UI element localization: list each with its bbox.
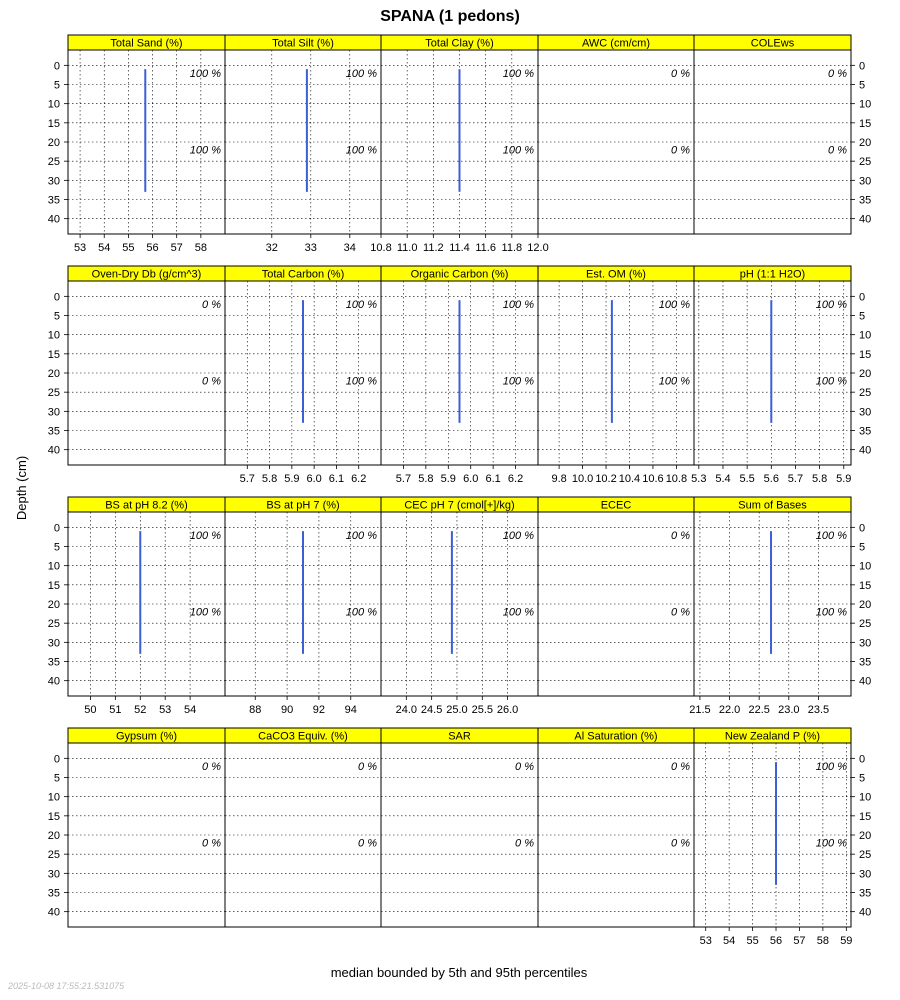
coverage-label: 100 % <box>502 299 534 311</box>
x-tick-label: 6.1 <box>485 473 501 485</box>
y-tick-label-left: 25 <box>47 618 60 631</box>
y-tick-label-left: 15 <box>47 348 60 361</box>
x-tick-label: 10.0 <box>571 473 594 485</box>
y-tick-label-right: 15 <box>859 810 872 823</box>
y-tick-label-right: 0 <box>859 753 866 766</box>
y-tick-label-right: 20 <box>859 137 872 149</box>
x-tick-label: 32 <box>265 242 278 254</box>
coverage-label: 100 % <box>502 375 534 388</box>
x-tick-label: 53 <box>699 935 712 947</box>
y-tick-label-left: 30 <box>47 868 60 881</box>
y-tick-label-right: 30 <box>859 637 872 650</box>
coverage-label: 0 % <box>828 68 847 80</box>
panel-strip-label: Oven-Dry Db (g/cm^3) <box>91 268 202 281</box>
x-tick-label: 53 <box>73 242 87 254</box>
x-tick-label: 6.2 <box>351 473 367 485</box>
x-tick-label: 11.0 <box>396 242 418 254</box>
panel-strip-label: CaCO3 Equiv. (%) <box>258 730 348 743</box>
y-axis-label: Depth (cm) <box>14 455 29 521</box>
y-tick-label-right: 5 <box>859 541 866 554</box>
y-tick-label-right: 10 <box>859 560 872 573</box>
panel-strip-label: Est. OM (%) <box>586 268 646 281</box>
y-tick-label-left: 30 <box>47 637 60 650</box>
y-tick-label-left: 10 <box>47 791 60 804</box>
x-axis-label: median bounded by 5th and 95th percentiles <box>330 965 588 980</box>
y-tick-label-right: 40 <box>859 444 872 457</box>
x-tick-label: 56 <box>769 935 783 947</box>
y-tick-label-left: 15 <box>47 117 60 130</box>
panel-13 <box>381 497 538 716</box>
panel-strip-label: Total Sand (%) <box>110 37 183 50</box>
x-tick-label: 26.0 <box>496 704 519 716</box>
coverage-label: 0 % <box>202 299 221 311</box>
y-tick-label-right: 10 <box>859 98 872 111</box>
panel-3 <box>370 35 548 254</box>
x-tick-label: 34 <box>343 242 356 254</box>
y-tick-label-left: 5 <box>53 772 60 785</box>
x-tick-label: 24.0 <box>395 704 418 716</box>
x-tick-label: 11.4 <box>449 242 470 254</box>
chart-title: SPANA (1 pedons) <box>380 8 520 25</box>
x-tick-label: 5.9 <box>836 473 852 485</box>
y-tick-label-right: 30 <box>859 868 872 881</box>
coverage-label: 100 % <box>502 530 534 542</box>
y-tick-label-left: 25 <box>47 849 60 862</box>
coverage-label: 100 % <box>815 299 847 311</box>
y-tick-label-left: 30 <box>47 406 60 419</box>
y-tick-label-right: 40 <box>859 675 872 688</box>
x-tick-label: 5.7 <box>395 473 412 485</box>
x-tick-label: 51 <box>109 704 122 716</box>
coverage-label: 100 % <box>345 144 377 157</box>
y-tick-label-right: 10 <box>859 791 872 804</box>
y-tick-label-right: 25 <box>859 849 872 862</box>
y-tick-label-left: 20 <box>47 599 60 611</box>
panel-1 <box>68 35 225 254</box>
panel-5 <box>694 35 851 234</box>
coverage-label: 100 % <box>345 68 377 80</box>
x-tick-label: 5.7 <box>787 473 804 485</box>
x-tick-label: 6.0 <box>463 473 479 485</box>
x-tick-label: 53 <box>159 704 172 716</box>
y-tick-label-right: 25 <box>859 618 872 631</box>
y-tick-label-left: 40 <box>47 444 60 457</box>
y-tick-label-left: 25 <box>47 156 60 169</box>
x-tick-label: 54 <box>723 935 736 947</box>
x-tick-label: 22.5 <box>748 704 770 716</box>
panel-19 <box>538 728 694 927</box>
y-tick-label-right: 20 <box>859 830 872 842</box>
y-tick-label-right: 0 <box>859 60 866 73</box>
y-tick-label-right: 40 <box>859 213 872 226</box>
x-tick-label: 5.9 <box>440 473 456 485</box>
coverage-label: 100 % <box>345 530 377 542</box>
y-tick-label-right: 35 <box>859 887 872 900</box>
x-tick-label: 25.5 <box>471 704 494 716</box>
coverage-label: 0 % <box>671 68 690 80</box>
x-tick-label: 25.0 <box>446 704 468 716</box>
coverage-label: 0 % <box>515 761 534 773</box>
coverage-label: 0 % <box>671 530 690 542</box>
x-tick-label: 22.0 <box>718 704 741 716</box>
y-tick-label-left: 15 <box>47 810 60 823</box>
y-tick-label-left: 20 <box>47 368 60 380</box>
panel-20 <box>694 728 852 947</box>
coverage-label: 100 % <box>345 299 377 311</box>
y-tick-label-left: 40 <box>47 213 60 226</box>
y-tick-label-left: 30 <box>47 175 60 188</box>
panel-17 <box>225 728 381 927</box>
coverage-label: 0 % <box>671 144 690 157</box>
x-tick-label: 52 <box>134 704 147 716</box>
x-tick-label: 55 <box>122 242 135 254</box>
x-tick-label: 94 <box>344 704 357 716</box>
y-tick-label-left: 5 <box>53 310 60 323</box>
timestamp-label: 2025-10-08 17:55:21.531075 <box>8 981 125 991</box>
x-tick-label: 50 <box>84 704 97 716</box>
x-tick-label: 57 <box>170 242 183 254</box>
panel-14 <box>538 497 694 696</box>
y-tick-label-left: 35 <box>47 656 60 669</box>
coverage-label: 100 % <box>189 530 221 542</box>
x-tick-label: 5.8 <box>811 473 828 485</box>
x-tick-label: 24.5 <box>420 704 443 716</box>
x-tick-label: 54 <box>98 242 111 254</box>
panel-strip-label: BS at pH 7 (%) <box>266 499 340 512</box>
coverage-label: 100 % <box>815 606 847 619</box>
y-tick-label-left: 0 <box>53 291 60 304</box>
coverage-label: 100 % <box>189 606 221 619</box>
y-tick-label-left: 20 <box>47 830 60 842</box>
x-tick-label: 6.2 <box>507 473 524 485</box>
coverage-label: 100 % <box>815 761 847 773</box>
panel-strip-label: SAR <box>448 730 471 743</box>
panel-9 <box>538 266 694 485</box>
coverage-label: 0 % <box>515 837 534 850</box>
x-tick-label: 57 <box>793 935 806 947</box>
x-tick-label: 11.2 <box>423 242 444 254</box>
x-tick-label: 58 <box>194 242 207 254</box>
x-tick-label: 58 <box>816 935 830 947</box>
y-tick-label-right: 0 <box>859 291 866 304</box>
panel-2 <box>225 35 381 254</box>
y-tick-label-right: 5 <box>859 772 866 785</box>
y-tick-label-right: 20 <box>859 599 872 611</box>
y-tick-label-left: 40 <box>47 906 60 919</box>
x-tick-label: 5.9 <box>284 473 300 485</box>
panel-6 <box>68 266 225 465</box>
y-tick-label-left: 25 <box>47 387 60 400</box>
y-tick-label-right: 25 <box>859 387 872 400</box>
y-tick-label-left: 10 <box>47 329 60 342</box>
coverage-label: 100 % <box>189 68 221 80</box>
y-tick-label-left: 0 <box>53 753 60 766</box>
y-tick-label-right: 15 <box>859 579 872 592</box>
x-tick-label: 6.1 <box>328 473 345 485</box>
y-tick-label-left: 20 <box>47 137 60 149</box>
coverage-label: 0 % <box>202 837 221 850</box>
panel-8 <box>381 266 538 485</box>
coverage-label: 0 % <box>202 375 221 388</box>
y-tick-label-left: 5 <box>53 79 60 92</box>
x-tick-label: 92 <box>312 704 326 716</box>
coverage-label: 100 % <box>502 144 534 157</box>
panel-strip-label: AWC (cm/cm) <box>581 37 651 50</box>
panel-strip-label: Total Silt (%) <box>272 37 334 50</box>
coverage-label: 100 % <box>345 606 377 619</box>
panel-16 <box>68 728 225 927</box>
x-tick-label: 10.2 <box>595 473 617 485</box>
coverage-label: 100 % <box>658 375 690 388</box>
x-tick-label: 5.7 <box>239 473 255 485</box>
x-tick-label: 12.0 <box>527 242 549 254</box>
x-tick-label: 10.8 <box>370 242 392 254</box>
x-tick-label: 5.6 <box>763 473 779 485</box>
coverage-label: 0 % <box>671 837 690 850</box>
panels-group <box>48 35 872 947</box>
x-tick-label: 11.8 <box>501 242 523 254</box>
y-tick-label-left: 0 <box>53 60 60 73</box>
y-tick-label-right: 35 <box>859 656 872 669</box>
x-tick-label: 5.8 <box>261 473 278 485</box>
x-tick-label: 59 <box>840 935 853 947</box>
y-tick-label-left: 40 <box>47 675 60 688</box>
y-tick-label-left: 35 <box>47 887 60 900</box>
y-tick-label-right: 25 <box>859 156 872 169</box>
x-tick-label: 55 <box>746 935 759 947</box>
y-tick-label-left: 35 <box>47 425 60 438</box>
x-tick-label: 5.5 <box>739 473 755 485</box>
panel-strip-label: New Zealand P (%) <box>724 730 821 743</box>
panel-11 <box>68 497 225 716</box>
y-tick-label-right: 15 <box>859 348 872 361</box>
x-tick-label: 23.5 <box>807 704 830 716</box>
x-tick-label: 21.5 <box>689 704 711 716</box>
y-tick-label-right: 15 <box>859 117 872 130</box>
coverage-label: 0 % <box>202 761 221 773</box>
y-tick-label-right: 35 <box>859 425 872 438</box>
y-tick-label-left: 10 <box>47 98 60 111</box>
y-tick-label-right: 30 <box>859 175 872 188</box>
x-tick-label: 56 <box>146 242 159 254</box>
x-tick-label: 10.6 <box>642 473 664 485</box>
y-tick-label-right: 5 <box>859 79 866 92</box>
panel-strip-label: Total Clay (%) <box>425 37 494 50</box>
y-tick-label-right: 35 <box>859 194 872 207</box>
y-tick-label-right: 30 <box>859 406 872 419</box>
x-tick-label: 5.4 <box>715 473 731 485</box>
y-tick-label-right: 0 <box>859 522 866 535</box>
x-tick-label: 5.3 <box>691 473 707 485</box>
x-tick-label: 11.6 <box>475 242 496 254</box>
panel-12 <box>225 497 381 716</box>
panel-strip-label: CEC pH 7 (cmol[+]/kg) <box>404 499 515 512</box>
y-tick-label-right: 20 <box>859 368 872 380</box>
panel-strip-label: Total Carbon (%) <box>261 268 345 281</box>
x-tick-label: 23.0 <box>778 704 800 716</box>
panel-strip-label: ECEC <box>600 499 632 512</box>
y-tick-label-right: 40 <box>859 906 872 919</box>
panel-strip-label: COLEws <box>750 37 795 50</box>
panel-strip-label: Sum of Bases <box>738 499 807 512</box>
x-tick-label: 10.4 <box>618 473 641 485</box>
y-tick-label-right: 5 <box>859 310 866 323</box>
coverage-label: 0 % <box>358 761 377 773</box>
y-tick-label-left: 15 <box>47 579 60 592</box>
y-tick-label-left: 0 <box>53 522 60 535</box>
panel-18 <box>381 728 538 927</box>
coverage-label: 100 % <box>815 530 847 542</box>
panel-15 <box>689 497 851 716</box>
coverage-label: 0 % <box>671 761 690 773</box>
coverage-label: 0 % <box>828 144 847 157</box>
panel-7 <box>225 266 381 485</box>
panel-4 <box>538 35 694 234</box>
y-tick-label-left: 35 <box>47 194 60 207</box>
x-tick-label: 9.8 <box>551 473 567 485</box>
x-tick-label: 88 <box>249 704 262 716</box>
y-tick-label-left: 10 <box>47 560 60 573</box>
x-tick-label: 5.8 <box>418 473 434 485</box>
x-tick-label: 10.8 <box>665 473 688 485</box>
coverage-label: 0 % <box>671 606 690 619</box>
x-tick-label: 90 <box>280 704 294 716</box>
coverage-label: 100 % <box>502 606 534 619</box>
coverage-label: 100 % <box>502 68 534 80</box>
panel-strip-label: pH (1:1 H2O) <box>739 268 806 281</box>
panel-strip-label: Al Saturation (%) <box>574 730 658 743</box>
panel-strip-label: Gypsum (%) <box>115 730 178 743</box>
panel-strip-label: Organic Carbon (%) <box>410 268 509 281</box>
x-tick-label: 33 <box>304 242 317 254</box>
y-tick-label-left: 5 <box>53 541 60 554</box>
x-tick-label: 6.0 <box>306 473 322 485</box>
coverage-label: 100 % <box>658 299 690 311</box>
panel-strip-label: BS at pH 8.2 (%) <box>105 499 188 512</box>
y-tick-label-right: 10 <box>859 329 872 342</box>
coverage-label: 100 % <box>815 375 847 388</box>
panel-10 <box>691 266 851 485</box>
coverage-label: 100 % <box>815 837 847 850</box>
coverage-label: 100 % <box>345 375 377 388</box>
x-tick-label: 54 <box>183 704 197 716</box>
coverage-label: 0 % <box>358 837 377 850</box>
coverage-label: 100 % <box>189 144 221 157</box>
